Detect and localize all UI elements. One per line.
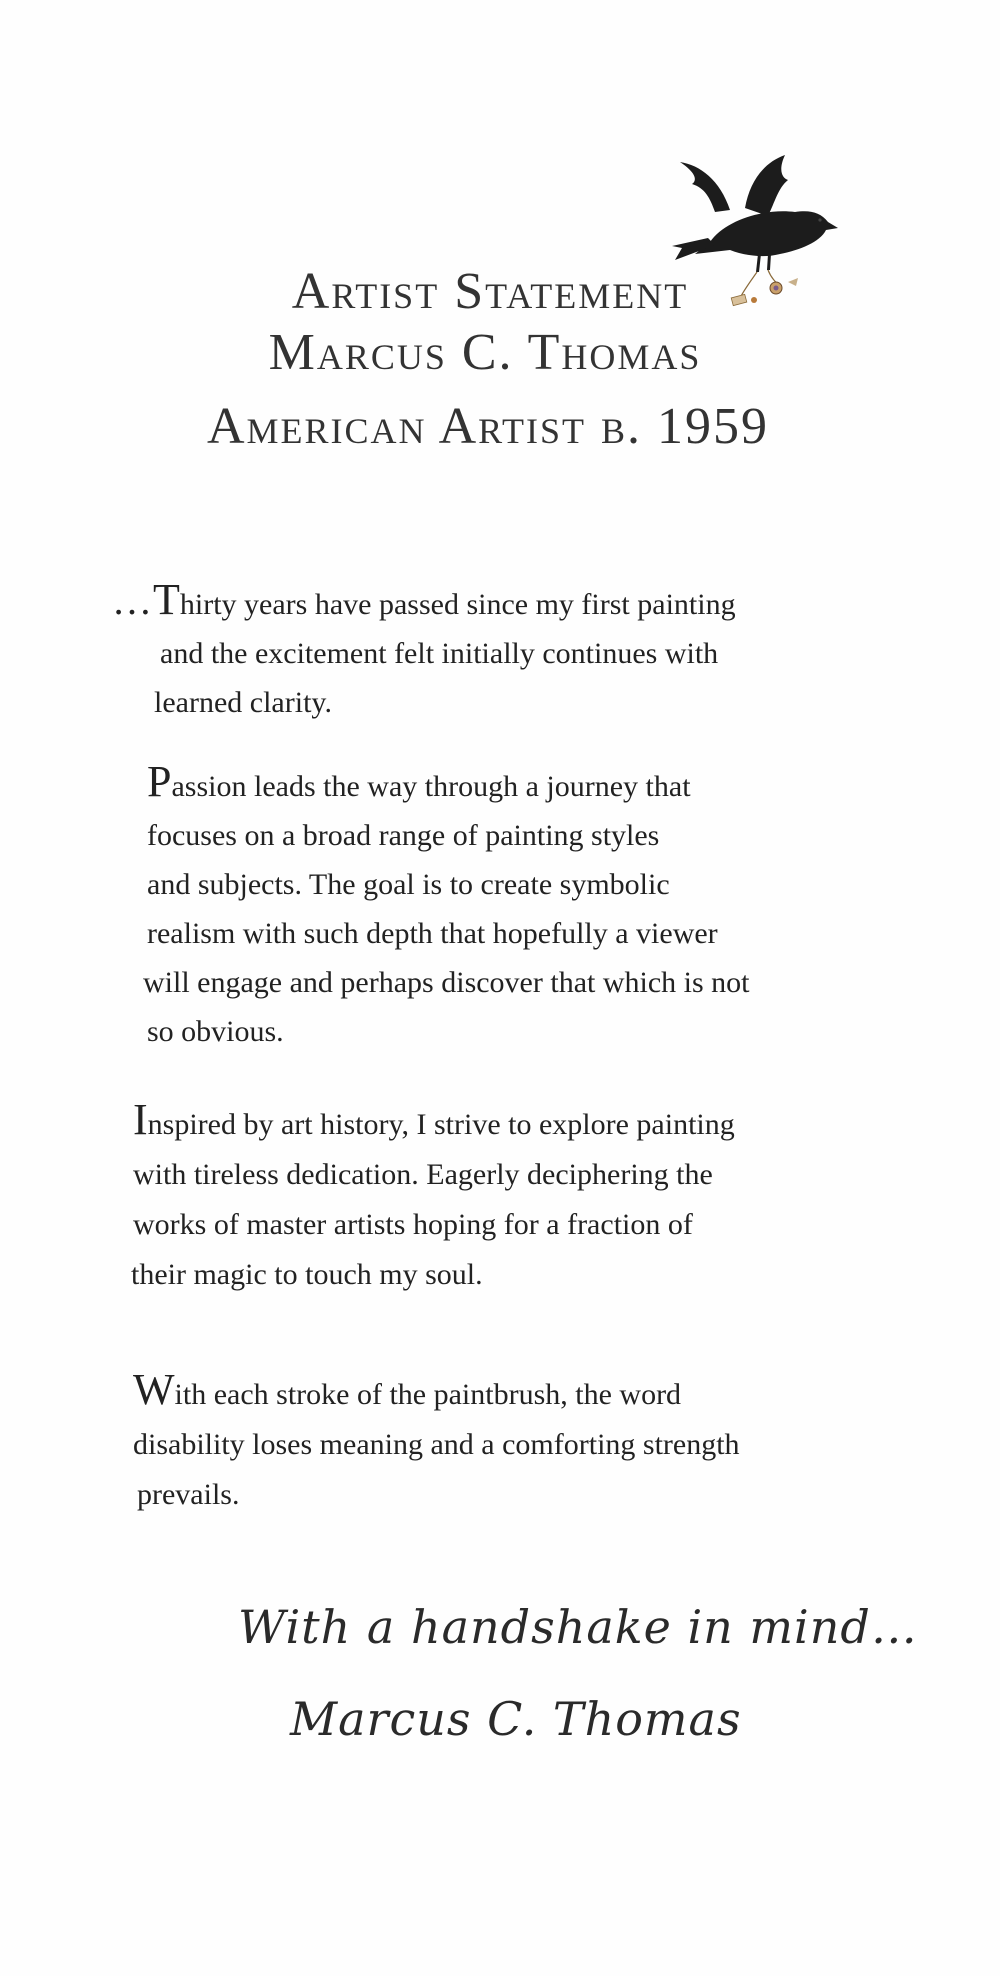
paragraph-line — [133, 1365, 740, 1420]
artist-name: Marcus C. Thomas — [268, 324, 702, 381]
paragraph-1 — [112, 576, 736, 727]
paragraph-line: works of master artists hoping for a fraction of — [133, 1208, 693, 1241]
paragraph-line — [112, 576, 736, 629]
paragraph-line: and subjects. The goal is to create symbolic — [147, 868, 670, 901]
statement-title: Artist Statement — [291, 263, 689, 320]
drop-cap: T — [153, 575, 180, 624]
drop-cap: P — [147, 757, 172, 806]
paragraph-line: their magic to touch my soul. — [131, 1258, 483, 1291]
paragraph-line: learned clarity. — [154, 686, 332, 719]
paragraph-3 — [131, 1095, 735, 1300]
signature-closing: With a handshake in mind… — [238, 1600, 918, 1654]
paragraph-4 — [133, 1365, 740, 1520]
paragraph-line: will engage and perhaps discover that which is not — [143, 966, 750, 999]
paragraph-line: and the excitement felt initially continues with — [160, 637, 719, 670]
paragraph-line — [147, 757, 750, 811]
line-text: nspired by art history, I strive to explore painting — [147, 1108, 735, 1141]
paragraph-line: with tireless dedication. Eagerly deciphering the — [133, 1158, 713, 1191]
artist-subtitle: American Artist b. 1959 — [206, 398, 770, 455]
drop-cap: W — [133, 1365, 175, 1414]
paragraph-line: prevails. — [137, 1478, 240, 1511]
paragraph-line: focuses on a broad range of painting styles — [147, 819, 660, 852]
paragraph-line: disability loses meaning and a comforting strength — [133, 1428, 740, 1461]
paragraph-2 — [143, 757, 750, 1056]
line-text: hirty years have passed since my first painting — [179, 588, 736, 621]
drop-cap: I — [133, 1095, 148, 1144]
signature-name: Marcus C. Thomas — [290, 1692, 742, 1746]
line-text: ith each stroke of the paintbrush, the word — [174, 1378, 682, 1411]
paragraph-line — [133, 1095, 735, 1150]
ellipsis-lead: … — [112, 578, 153, 623]
line-text: assion leads the way through a journey that — [171, 770, 691, 803]
paragraph-line: so obvious. — [147, 1015, 284, 1048]
paragraph-line: realism with such depth that hopefully a viewer — [147, 917, 718, 950]
